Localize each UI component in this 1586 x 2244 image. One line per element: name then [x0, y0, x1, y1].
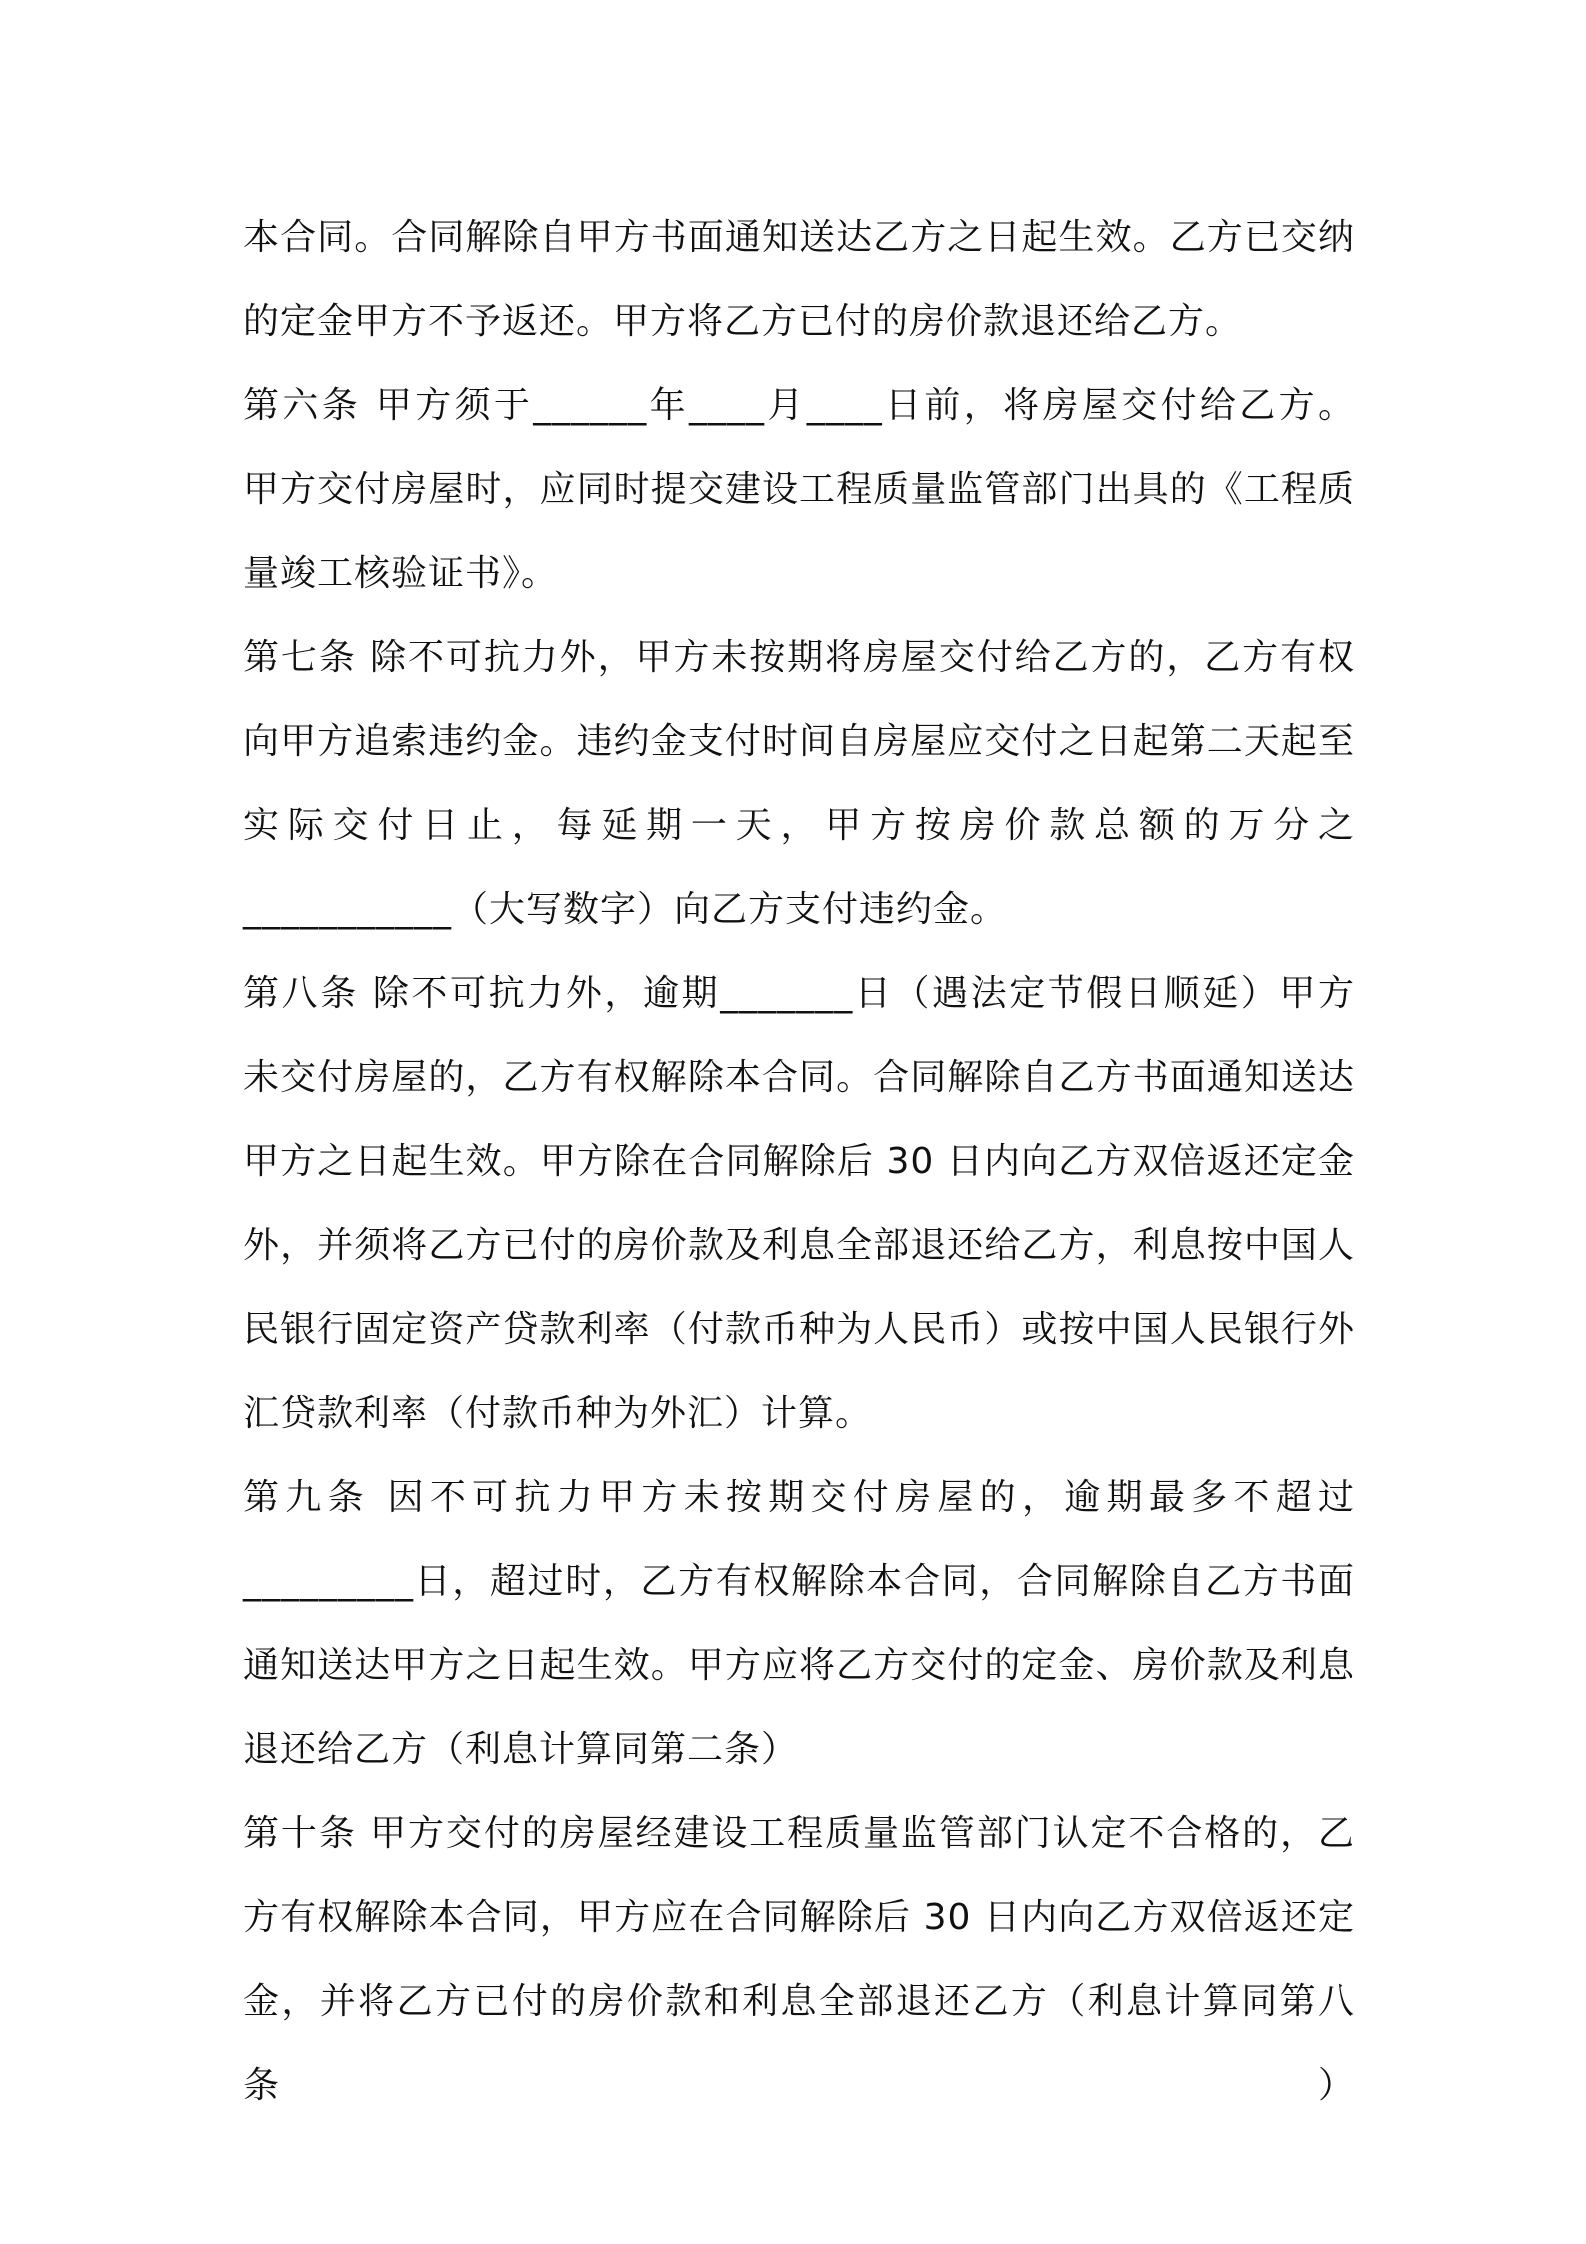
text-line: 甲方之日起生效。甲方除在合同解除后 30 日内向乙方双倍返还定金: [243, 1141, 1355, 1182]
text-line: 通知送达甲方之日起生效。甲方应将乙方交付的定金、房价款及利息: [243, 1645, 1355, 1686]
text-line: _________日，超过时，乙方有权解除本合同，合同解除自乙方书面: [243, 1561, 1355, 1602]
article-8-heading-line: 第八条 除不可抗力外，逾期_______日（遇法定节假日顺延）甲方: [243, 973, 1355, 1014]
text-line: 方有权解除本合同，甲方应在合同解除后 30 日内向乙方双倍返还定: [243, 1897, 1355, 1938]
text-line: 外，并须将乙方已付的房价款及利息全部退还给乙方，利息按中国人: [243, 1225, 1355, 1266]
text-line: 本合同。合同解除自甲方书面通知送达乙方之日起生效。乙方已交纳: [243, 217, 1355, 258]
text-line: 汇贷款利率（付款币种为外汇）计算。: [243, 1393, 873, 1434]
text-line: 量竣工核验证书》。: [243, 553, 559, 594]
text-line: ___________（大写数字）向乙方支付违约金。: [243, 889, 1008, 930]
text-line: 未交付房屋的，乙方有权解除本合同。合同解除自乙方书面通知送达: [243, 1057, 1355, 1098]
text-line: 向甲方追索违约金。违约金支付时间自房屋应交付之日起第二天起至: [243, 721, 1355, 762]
article-9-heading-line: 第九条 因不可抗力甲方未按期交付房屋的，逾期最多不超过: [243, 1477, 1355, 1518]
article-7-heading-line: 第七条 除不可抗力外，甲方未按期将房屋交付给乙方的，乙方有权: [243, 637, 1355, 678]
text-line: 民银行固定资产贷款利率（付款币种为人民币）或按中国人民银行外: [243, 1309, 1355, 1350]
text-line: 退还给乙方（利息计算同第二条）: [243, 1729, 799, 1770]
text-line: 甲方交付房屋时，应同时提交建设工程质量监管部门出具的《工程质: [243, 469, 1355, 510]
contract-text: [243, 196, 1355, 2106]
text-line: 的定金甲方不予返还。甲方将乙方已付的房价款退还给乙方。: [243, 301, 1243, 342]
text-line: 实际交付日止，每延期一天，甲方按房价款总额的万分之: [243, 805, 1355, 846]
text-line: 金，并将乙方已付的房价款和利息全部退还乙方（利息计算同第八条）: [243, 1981, 1355, 2106]
article-10-heading-line: 第十条 甲方交付的房屋经建设工程质量监管部门认定不合格的，乙: [243, 1813, 1355, 1854]
article-6-heading-line: 第六条 甲方须于______年____月____日前，将房屋交付给乙方。: [243, 385, 1355, 426]
